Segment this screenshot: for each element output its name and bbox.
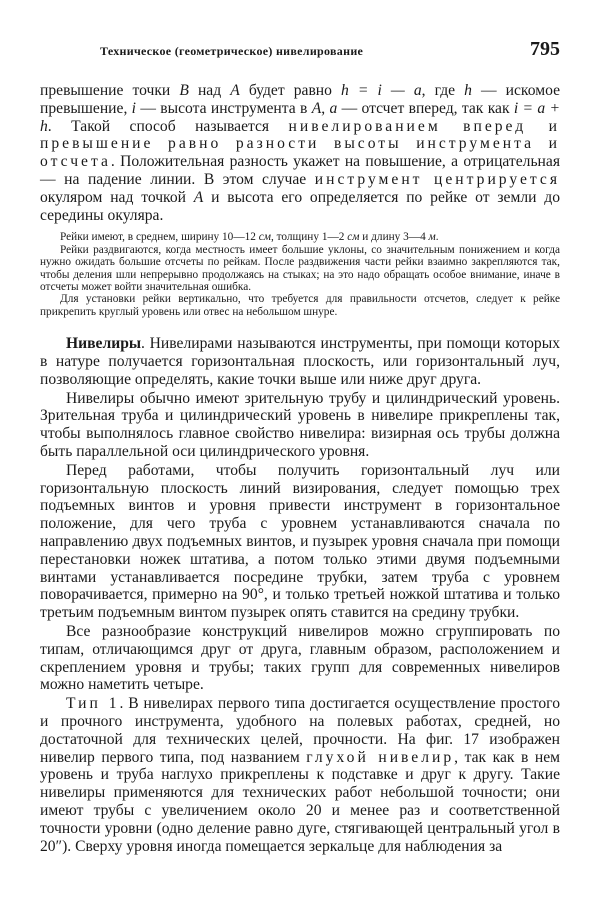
formula-i: i = a + h bbox=[40, 99, 560, 135]
term-forward-leveling: нивелированием вперед и превышение равно разности высоты инструмента и отсчета bbox=[40, 117, 560, 171]
type-one-label: Тип 1 bbox=[66, 695, 120, 713]
levels-types: Все разнообразие конструкций нивелиров можно сгруппировать по типам, отличающимся друг от друга, главным образом, расположением и скреплением уровня и трубы; таких групп для современных нивелиров можно наметить четыре. bbox=[40, 622, 560, 694]
section-heading-levels: Нивелиры bbox=[66, 335, 142, 353]
page-number: 795 bbox=[530, 38, 560, 60]
levels-structure: Нивелиры обычно имеют зрительную трубу и цилиндрический уровень. Зрительная труба и цилиндрический уровень в нивелире прикреплены так, чтобы выполнялось главное свойство нивелира: визирная ось трубы должна быть параллельной оси цилиндрического уровня. bbox=[40, 389, 560, 460]
body-text bbox=[40, 82, 560, 855]
note-rod-dimensions: Рейки имеют, в среднем, ширину 10—12 см, толщину 1—2 см и длину 3—4 м. bbox=[60, 231, 439, 244]
levels-setup: Перед работами, чтобы получить горизонтальный луч или горизонтальную плоскость линий визирования, следует помощью трех подъемных винтов и уровня привести инструмент в горизонтальное положение, для чего труба с уровнем устанавливаются сначала по направлению двух подъемных винтов, и пузырек уровня сначала при помощи перестановки ножек штатива, а потом только этими двумя подъемными винтами устанавливается посредине трубки, затем труба с уровнем поворачивается, примерно на 90°, и только третьей ножкой штатива и только третьим подъемным винтом пузырек опять ставится на средину трубки. bbox=[40, 461, 560, 622]
term-centering: инструмент центрируется bbox=[314, 170, 561, 188]
note-rod-vertical: Для установки рейки вертикально, что требуется для правильности отсчетов, следует к рейке прикрепить круглый уровень или отвес на небольшом шнуре. bbox=[40, 293, 560, 318]
levels-definition: Нивелиры. Нивелирами называются инструменты, при помощи которых в натуре получается горизонтальная плоскость, или горизонтальный луч, позволяющие определять, какие точки выше или ниже друг друга. bbox=[40, 335, 560, 388]
formula-h: h = i — a bbox=[341, 82, 422, 99]
intro-paragraph: превышение точки B над A будет равно h = i — a, где h — искомое превышение, i — высота инструмента в A, a — отсчет вперед, так как i = a + h. Такой способ называется нивелированием вперед и превышение равно разности высоты инструмента и отсчета. Положительная разность укажет на повышение, а отрицательная — на падение линии. В этом случае инструмент центрируется окуляром над точкой A и высота его определяется по рейке от земли до середины окуляра. bbox=[40, 82, 561, 224]
term-blind-level: глухой нивелир bbox=[306, 748, 455, 766]
levels-type-one: Тип 1. В нивелирах первого типа достигается осуществление простого и прочного инструмента, удобного на полевых работах, средней, но достаточной для технических целей, прочности. На фиг. 17 изображен нивелир первого типа, под названием глухой нивелир, так как в нем уровень и труба наглухо прикреплены к подставке и друг к другу. Такие нивелиры применяются для технических работ небольшой точности; они имеют трубы с увеличением около 20 и менее раз и соответственной точности уровни (одно деление равно дуге, стягивающей центральный угол в 20″). Сверху уровня иногда помещается зеркальце для наблюдения за bbox=[40, 695, 560, 855]
running-title: Техническое (геометрическое) нивелирование bbox=[100, 44, 364, 58]
page-header bbox=[40, 30, 560, 58]
note-rod-extension: Рейки раздвигаются, когда местность имеет большие уклоны, со значительным понижением и когда нужно ожидать большие отсчеты по рейкам. После раздвижения части рейки взаимно закрепляются так, чтобы деления шли непрерывно продолжаясь на стыках; на это надо обращать особое внимание, иначе в отсчеты может войти значительная ошибка. bbox=[40, 243, 560, 293]
book-page bbox=[40, 30, 560, 880]
small-notes bbox=[40, 231, 560, 318]
